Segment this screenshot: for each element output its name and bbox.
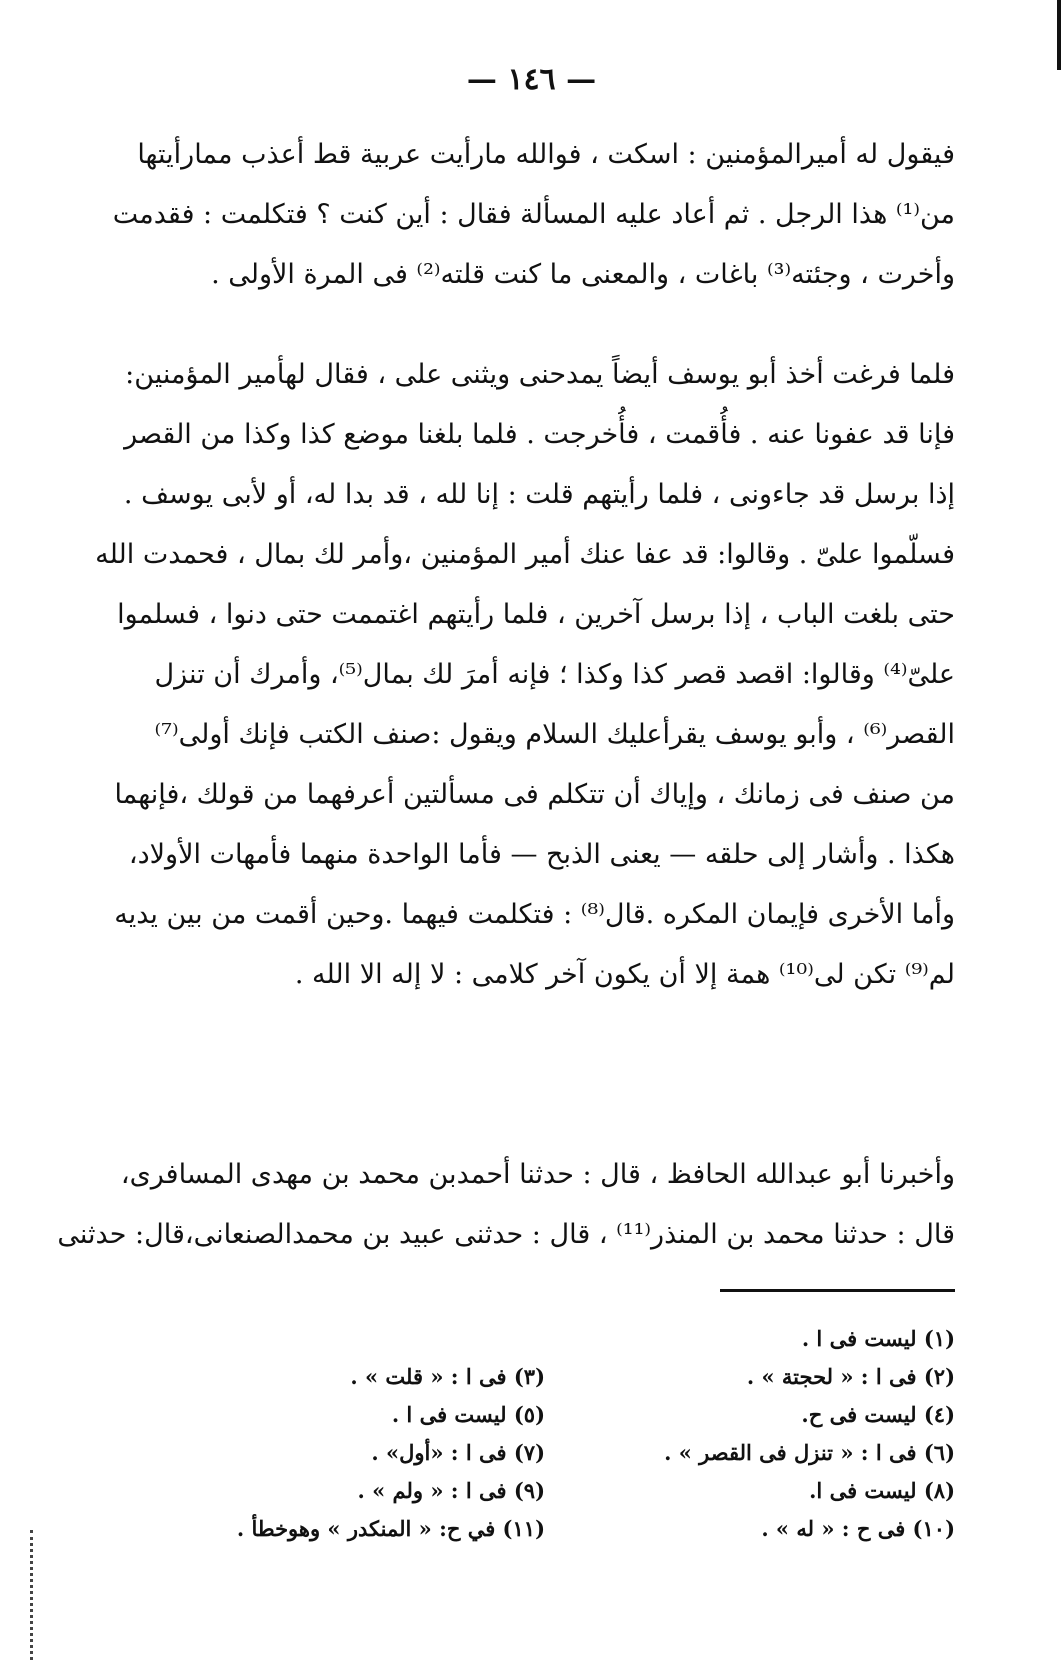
text-line: حتى بلغت الباب ، إذا برسل آخرين ، فلما رأيتهم اغتممت حتى دنوا ، فسلموا [117, 599, 955, 630]
text-line: فلما فرغت أخذ أبو يوسف أيضاً يمدحنى ويثنى على ، فقال لهأمير المؤمنين: [125, 359, 955, 390]
text-line: وأما الأخرى فإيمان المكره .قال⁽⁸⁾ : فتكلمت فيهما .وحين أقمت من بين يديه [114, 899, 955, 930]
footnote: (١١) في ح: « المنكدر » وهوخطأ . [236, 1516, 545, 1541]
footnote: (٦) فى ا : « تنزل فى القصر » . [664, 1440, 955, 1465]
text-line: فسلّموا علىّ . وقالوا: قد عفا عنك أمير المؤمنين ،وأمر لك بمال ، فحمدت الله [95, 539, 955, 570]
footnote: (٣) فى ا : « قلت » . [350, 1364, 545, 1389]
paragraph-2 [95, 345, 955, 1005]
text-line: فإنا قد عفونا عنه . فأُقمت ، فأُخرجت . فلما بلغنا موضع كذا وكذا من القصر [124, 419, 955, 450]
footnote: (٢) فى ا : « لحجتة » . [746, 1364, 955, 1389]
footnote: (١٠) فى ح : « له » . [761, 1516, 955, 1541]
scan-edge-dots [30, 1530, 41, 1660]
footnote: (٧) فى ا : «أول» . [371, 1440, 545, 1465]
text-line: قال : حدثنا محمد بن المنذر⁽¹¹⁾ ، قال : حدثنى عبيد بن محمدالصنعانى،قال: حدثنى [57, 1219, 955, 1250]
footnote-separator [720, 1289, 955, 1292]
footnote: (٨) ليست فى ا. [809, 1478, 955, 1503]
footnote-row [175, 1396, 955, 1434]
footnote-row [175, 1472, 955, 1510]
text-line: هكذا . وأشار إلى حلقه — يعنى الذبح — فأما الواحدة منهما فأمهات الأولاد، [128, 839, 955, 870]
text-line: وأخرت ، وجئته⁽³⁾ باغات ، والمعنى ما كنت قلته⁽²⁾ فى المرة الأولى . [211, 259, 955, 290]
footnote-row [175, 1358, 955, 1396]
page-edge-mark [1045, 0, 1061, 70]
paragraph-1 [112, 125, 955, 305]
footnote: (٤) ليست فى ح. [801, 1402, 955, 1427]
footnote: (١) ليست فى ا . [801, 1326, 955, 1351]
text-line: إذا برسل قد جاءونى ، فلما رأيتهم قلت : إنا لله ، قد بدا له، أو لأبى يوسف . [123, 479, 955, 510]
footnote: (٩) فى ا : « ولم » . [357, 1478, 545, 1503]
paragraph-3 [57, 1145, 955, 1265]
text-line: من صنف فى زمانك ، وإياك أن تتكلم فى مسألتين أعرفهما من قولك ،فإنهما [114, 779, 955, 810]
page-number: — ١٤٦ — [466, 62, 597, 97]
footnote [175, 1320, 545, 1358]
footnotes [175, 1320, 955, 1548]
text-line: من⁽¹⁾ هذا الرجل . ثم أعاد عليه المسألة فقال : أين كنت ؟ فتكلمت : فقدمت [112, 199, 955, 230]
text-line: فيقول له أميرالمؤمنين : اسكت ، فوالله مارأيت عربية قط أعذب ممارأيتها [137, 139, 955, 170]
text-line: وأخبرنا أبو عبدالله الحافظ ، قال : حدثنا أحمدبن محمد بن مهدى المسافرى، [120, 1159, 955, 1190]
footnote-row [175, 1434, 955, 1472]
text-line: لم⁽⁹⁾ تكن لى⁽¹⁰⁾ همة إلا أن يكون آخر كلامى : لا إله الا الله . [294, 959, 955, 990]
footnote-row [175, 1510, 955, 1548]
footnote: (٥) ليست فى ا . [391, 1402, 545, 1427]
footnote-row [175, 1320, 955, 1358]
text-line: علىّ⁽⁴⁾ وقالوا: اقصد قصر كذا وكذا ؛ فإنه أمرَ لك بمال⁽⁵⁾، وأمرك أن تنزل [154, 659, 955, 690]
text-line: القصر⁽⁶⁾ ، وأبو يوسف يقرأعليك السلام ويقول :صنف الكتب فإنك أولى⁽⁷⁾ [154, 719, 955, 750]
